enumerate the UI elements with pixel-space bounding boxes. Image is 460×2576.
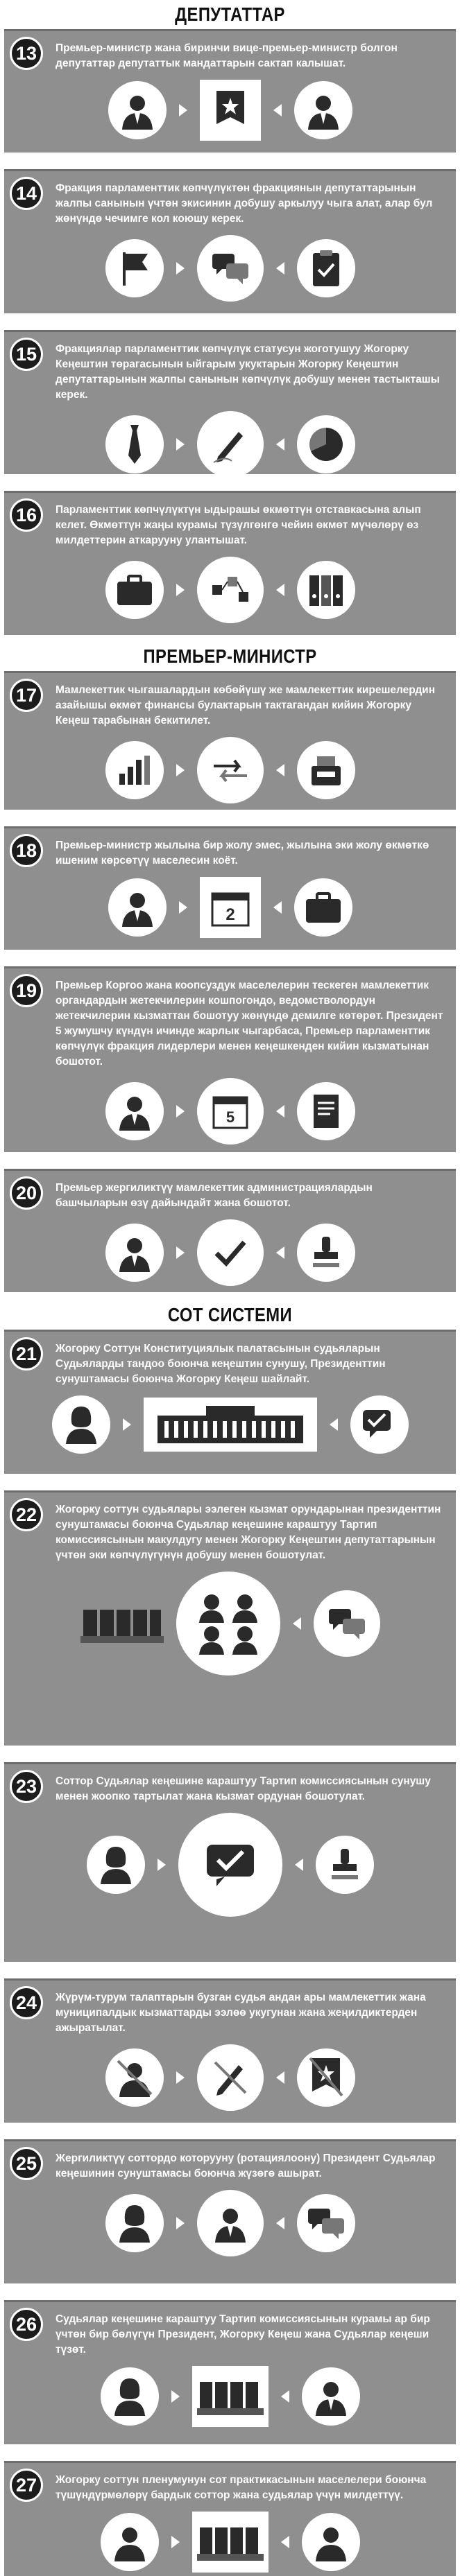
card-19 [4,966,456,1152]
briefcase-icon [294,878,352,937]
arrow-left-icon [330,1418,338,1431]
parliament-seats-icon [192,2512,269,2573]
document-icon [297,1082,355,1140]
arrow-left-icon [273,901,282,914]
arrow-right-icon [176,764,185,776]
section-title-court: СОТ СИСТЕМИ [167,1304,293,1325]
item-number: 16 [10,498,43,532]
card-22 [4,1490,456,1746]
badge-icon [297,2048,355,2107]
icon-row [12,235,448,302]
card-27 [4,2461,456,2576]
card-26 [4,2300,456,2444]
woman-icon [52,1395,110,1454]
arrow-left-icon [276,1246,284,1259]
icon-row [12,2190,448,2256]
arrow-left-icon [293,1617,301,1630]
item-text: Жергиликтүү соттордо которууну (ротациялоону) Президент Судьялар кеңешинин сунуштамасы боюнча жүзөгө ашырат. [56,2152,436,2179]
item-text: Жогорку Соттун Конституциялык палатасынын судьяларын Судьяларды тандоо боюнча кеңештин сунушу, Президенттин сунуштамасы боюнча Жогорку Кеңеш шайлайт. [56,1343,386,1385]
icon-row [12,1813,448,1917]
parliament-seats-icon [80,1596,164,1651]
item-number: 17 [10,679,43,712]
man-icon [302,2367,360,2426]
pen-icon [197,411,264,478]
man-icon [105,2048,164,2107]
parliament-seats-icon [192,2366,269,2427]
stamp-icon [297,1224,355,1282]
item-number: 21 [10,1337,43,1370]
item-text: Судьялар кеңешине караштуу Тартип комиссиясынын курамы ар бир үчтөн бир бөлүгүн Президент, Жогорку Кеңеш жана Судьялар кеңеши түзөт. [56,2313,430,2356]
arrow-right-icon [179,901,187,914]
icon-row [12,557,448,623]
item-text: Премьер-министр жылына бир жолу эмес, жылына эки жолу өкмөткө ишеним көрсөтүү маселесин коёт. [56,839,429,867]
woman-icon [105,2194,164,2252]
card-18 [4,826,456,950]
arrow-right-icon [157,1859,166,1871]
arrow-left-icon [273,104,282,116]
bar-chart-icon [105,741,164,799]
arrow-left-icon [276,438,284,451]
speech-bubbles-icon [197,235,264,302]
arrow-left-icon [295,1859,303,1871]
speech-bubbles-icon [297,2194,355,2252]
item-number: 24 [10,1986,43,2019]
item-number: 15 [10,338,43,371]
arrow-right-icon [179,104,187,116]
arrow-left-icon [276,584,284,596]
card-16 [4,491,456,635]
item-text: Фракциялар парламенттик көпчүлүк статусун жоготушуу Жогорку Кеңештин төрагасынын ыйгарым укуктарын Жогорку Кеңештин депутаттарынын жалпы санынын көпчүлүк добушу менен тастыкташы керек. [56,343,440,401]
card-25 [4,2139,456,2283]
icon-row [12,1395,448,1454]
stamp-icon [316,1836,374,1894]
item-number: 23 [10,1770,43,1803]
item-number: 22 [10,1498,43,1531]
arrow-right-icon [176,1105,185,1117]
card-13 [4,29,456,153]
briefcase-icon [105,561,164,619]
card-24 [4,1978,456,2123]
card-20 [4,1169,456,1292]
flow-icon [197,557,264,623]
person-icon [108,878,167,937]
icon-row [12,737,448,803]
calendar-icon [200,877,261,938]
item-number: 13 [10,37,43,70]
flag-icon [105,239,164,297]
person-icon [101,2513,159,2571]
pie-chart-icon [297,415,355,473]
icon-row [12,2512,448,2573]
cash-register-icon [297,741,355,799]
icon-row [12,1572,448,1676]
item-number: 14 [10,177,43,210]
item-text: Жүрүм-турум талаптарын бузган судья андан ары мамлекеттик жана муниципалдык кызматтарды ээлөө укугунан жана жеңилдиктерден ажыратылат. [56,1992,426,2034]
card-14 [4,169,456,313]
arrow-right-icon [171,2390,180,2403]
arrow-left-icon [276,2217,284,2229]
icon-row [12,877,448,938]
item-text: Жогорку соттун судьялары ээлеген кызмат орундарынан президенттин сунуштамасы боюнча Судьялар кеңешине караштуу Тартип комиссиясынын макулдугу менен Жогорку Кеңештин депутаттарынын үчтөн эки көпчүлүгүнүн добушу менен бошотулат. [56,1504,441,1561]
calendar-icon [197,1078,264,1145]
arrow-left-icon [276,262,284,275]
binders-icon [297,561,355,619]
arrow-right-icon [171,2536,180,2548]
checkmark-icon [178,1813,282,1917]
card-23 [4,1762,456,1962]
tie-icon [105,415,164,473]
card-21 [4,1330,456,1474]
calendar-day: 2 [225,905,235,924]
arrow-left-icon [281,2390,289,2403]
speech-bubbles-icon [314,1590,380,1657]
arrow-left-icon [276,764,284,776]
item-text: Премьер-министр жана биринчи вице-премьер-министр болгон депутаттар депутаттык мандаттарын сактап калышат. [56,42,398,69]
item-number: 20 [10,1176,43,1210]
item-text: Премьер Коргоо жана коопсуздук маселелерин тескеген мамлекеттик органдардын жетекчилерин кошпогондо, ведомстволордун жетекчилерин кызматтан бошотуу жөнүндө демилге көтөрөт. Президент 5 жумушчу күндүн ичинде жарлык чыгарбаса, Премьер парламенттик көпчүлүк фракция лидерлери менен кеңешкенден кийин кызматынан бошотот. [56,980,443,1068]
man-icon [197,2190,264,2256]
pen-icon [197,2044,264,2111]
person-icon [302,2513,360,2571]
card-17 [4,671,456,810]
person-icon [294,81,352,139]
arrow-left-icon [276,1105,284,1117]
arrow-left-icon [276,2071,284,2084]
calendar-day: 5 [225,1108,235,1126]
icon-row [12,1078,448,1145]
section-title-deputies: ДЕПУТАТТАР [175,3,285,25]
arrow-left-icon [281,2536,289,2548]
arrow-right-icon [176,262,185,275]
item-number: 27 [10,2469,43,2502]
item-text: Жогорку соттун пленумунун сот практикасынын маселелери боюнча түшүндүрмөлөрү бардык соттор жана судьялар үчүн милдеттүү. [56,2474,427,2501]
person-icon [105,1082,164,1140]
person-icon [108,81,167,139]
icon-row [12,2366,448,2427]
arrow-right-icon [176,438,185,451]
item-number: 18 [10,834,43,867]
checkmark-bubble-icon [350,1395,409,1454]
item-text: Парламенттик көпчүлүктүн ыдырашы өкмөттүн отставкасына алып келет. Өкмөттүн жаңы курамы түзүлгөнгө чейин өкмөт мүчөлөрү өз милдеттерин аткарууну улантышат. [56,504,421,546]
arrow-right-icon [176,1246,185,1259]
item-number: 19 [10,974,43,1007]
icon-row [12,2044,448,2111]
section-title-pm: ПРЕМЬЕР-МИНИСТР [143,645,317,667]
person-icon [105,1224,164,1282]
people-group-icon [176,1572,280,1676]
parliament-icon [144,1398,317,1452]
arrow-right-icon [176,584,185,596]
item-number: 26 [10,2308,43,2341]
item-text: Премьер жергиликтүү мамлекеттик администрациялардын башчыларын өзү дайындайт жана бошотот. [56,1182,373,1209]
card-15 [4,330,456,474]
item-text: Соттор Судьялар кеңешине караштуу Тартип комиссиясынын сунушу менен жоопко тартылат жана кызмат ордунан бошотулат. [56,1775,431,1802]
arrow-right-icon [176,2071,185,2084]
arrows-icon [197,737,264,803]
clipboard-icon [297,239,355,297]
checkmark-icon [197,1219,264,1286]
item-text: Мамлекеттик чыгашалардын көбөйүшү же мамлекеттик кирешелердин азайышы өкмөт финансы булактарын тактагандан кийин Жогорку Кеңеш тарабынан бекитилет. [56,684,436,726]
woman-icon [101,2367,159,2426]
star-badge-icon [200,80,261,141]
arrow-right-icon [176,2217,185,2229]
icon-row [12,80,448,141]
arrow-right-icon [123,1418,131,1431]
icon-row [12,411,448,478]
item-number: 25 [10,2147,43,2180]
woman-icon [87,1836,145,1894]
item-text: Фракция парламенттик көпчүлүктөн фракциянын депутаттарынын жалпы санынын үчтөн экисинин добушу аркылуу чыга алат, алар бул жөнүндө чечимге кол коюшу керек. [56,182,433,225]
icon-row [12,1219,448,1286]
